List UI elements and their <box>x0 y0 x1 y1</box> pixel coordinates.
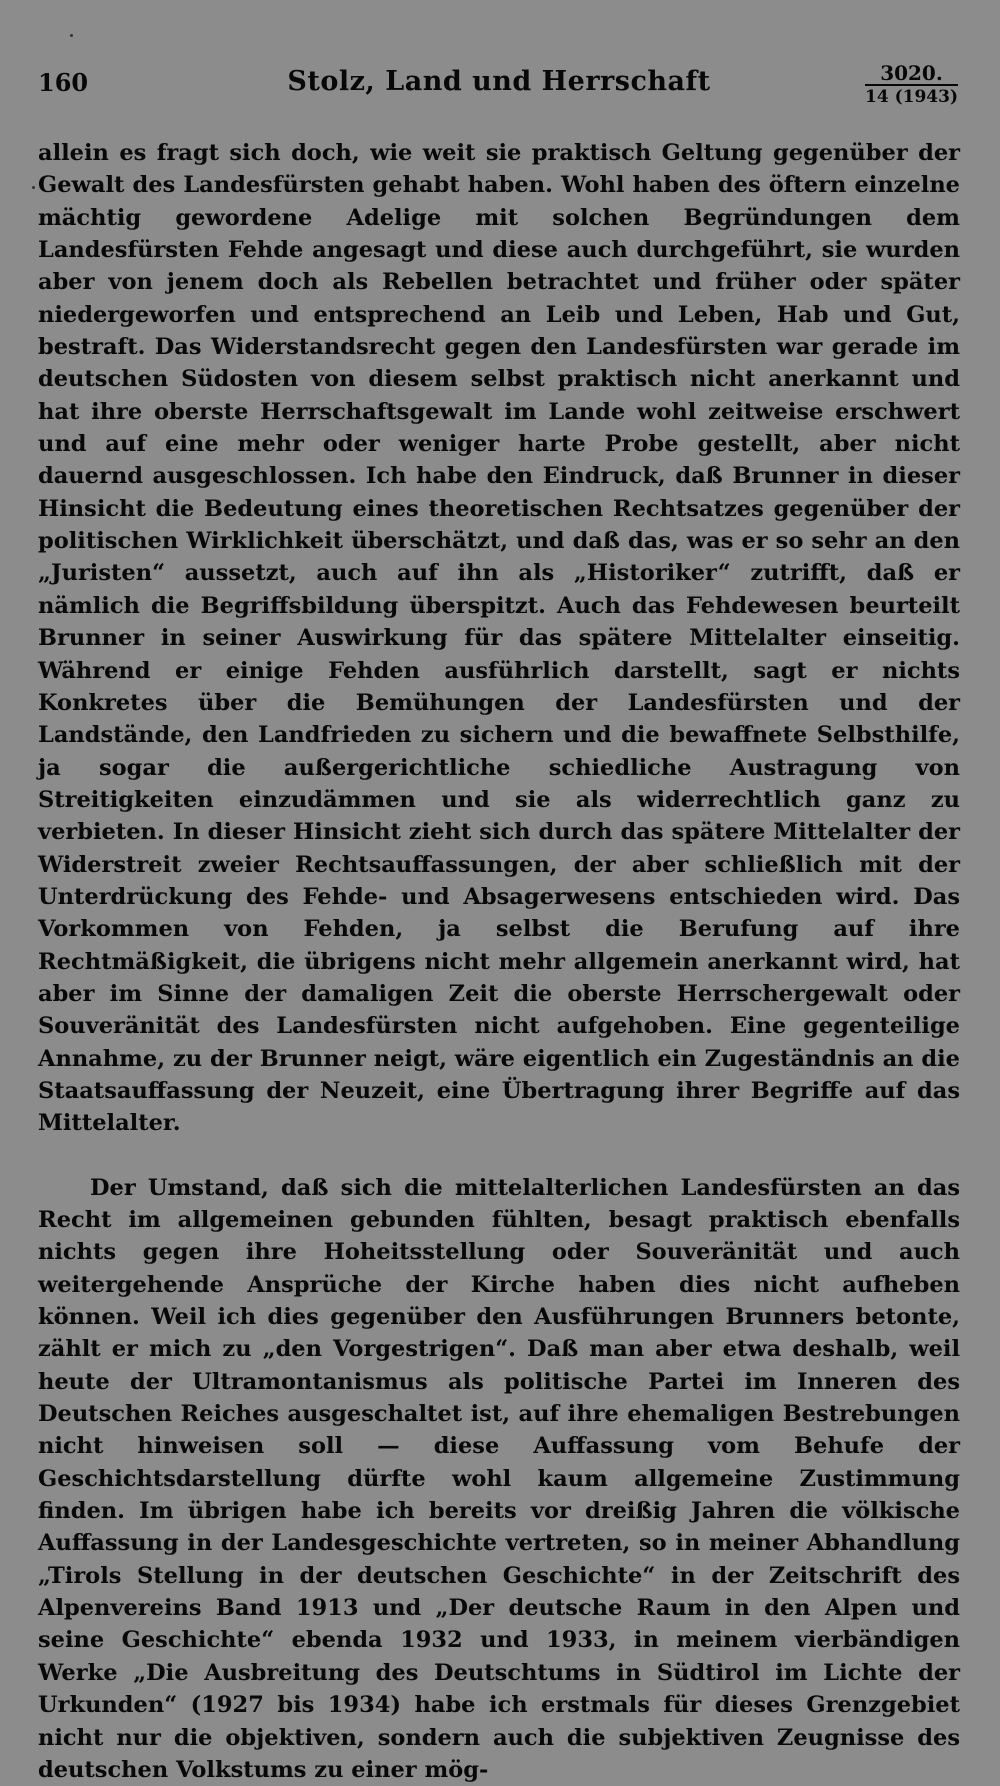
paragraph-2: Der Umstand, daß sich die mittelalterlichen Landesfürsten an das Recht im allgemeinen gebunden fühlten, besagt praktisch ebenfalls nichts gegen ihre Hoheitsstellung oder Souveränität und auch weitergehende Ansprüche der Kirche haben dies nicht aufheben können. Weil ich dies gegenüber den Ausführungen Brunners betonte, zählt er mich zu „den Vorgestrigen“. Daß man aber etwa deshalb, weil heute der Ultramontanismus als politische Partei im Inneren des Deutschen Reiches ausgeschaltet ist, auf ihre ehemaligen Bestrebungen nicht hinweisen soll — diese Auffassung vom Behufe der Geschichtsdarstellung dürfte wohl kaum allgemeine Zustimmung finden. Im übrigen habe ich bereits vor dreißig Jahren die völkische Auffassung in der Landesgeschichte vertreten, so in meiner Abhandlung „Tirols Stellung in der deutschen Geschichte“ in der Zeitschrift des Alpenvereins Band 1913 und „Der deutsche Raum in den Alpen und seine Geschichte“ ebenda 1932 und 1933, in meinem vierbändigen Werke „Die Ausbreitung des Deutschtums in Südtirol im Lichte der Urkunden“ (1927 bis 1934) habe ich erstmals für dieses Grenzgebiet nicht nur die objektiven, sondern auch die subjektiven Zeugnisse des deutschen Volkstums zu einer mög- <box>38 1174 960 1783</box>
paragraph-1: allein es fragt sich doch, wie weit sie praktisch Geltung gegenüber der Gewalt des Landesfürsten gehabt haben. Wohl haben des öftern einzelne mächtig gewordene Adelige mit solchen Begründungen dem Landesfürsten Fehde angesagt und diese auch durchgeführt, sie wurden aber von jenem doch als Rebellen betrachtet und früher oder später niedergeworfen und entsprechend an Leib und Leben, Hab und Gut, bestraft. Das Widerstandsrecht gegen den Landesfürsten war gerade im deutschen Südosten von diesem selbst praktisch nicht anerkannt und hat ihre oberste Herrschaftsgewalt im Lande wohl zeitweise erschwert und auf eine mehr oder weniger harte Probe gestellt, aber nicht dauernd ausgeschlossen. Ich habe den Eindruck, daß Brunner in dieser Hinsicht die Bedeutung eines theoretischen Rechtsatzes gegenüber der politischen Wirklichkeit überschätzt, und daß das, was er so sehr an den „Juristen“ aussetzt, auch auf ihn als „Historiker“ zutrifft, daß er nämlich die Begriffsbildung überspitzt. Auch das Fehdewesen beurteilt Brunner in seiner Auswirkung für das spätere Mittelalter einseitig. Während er einige Fehden ausführlich darstellt, sagt er nichts Konkretes über die Bemühungen der Landesfürsten und der Landstände, den Landfrieden zu sichern und die bewaffnete Selbsthilfe, ja sogar die außergerichtliche schiedliche Austragung von Streitigkeiten einzudämmen und sie als widerrechtlich ganz zu verbieten. In dieser Hinsicht zieht sich durch das spätere Mittelalter der Widerstreit zweier Rechtsauffassungen, der aber schließlich mit der Unterdrückung des Fehde- und Absagerwesens entschieden wird. Das Vorkommen von Fehden, ja selbst die Berufung auf ihre Rechtmäßigkeit, die übrigens nicht mehr allgemein anerkannt wird, hat aber im Sinne der damaligen Zeit die oberste Herrschergewalt oder Souveränität des Landesfürsten nicht aufgehoben. Eine gegenteilige Annahme, zu der Brunner neigt, wäre eigentlich ein Zugeständnis an die Staatsauffassung der Neuzeit, eine Übertragung ihrer Begriffe auf das Mittelalter. <box>38 140 960 1137</box>
volume-signature <box>865 62 958 108</box>
page-number: 160 <box>38 68 89 97</box>
body-text <box>38 137 960 1786</box>
page-header <box>38 62 960 112</box>
scan-speck <box>70 34 73 37</box>
running-title: Stolz, Land und Herrschaft <box>287 66 711 97</box>
scan-speck <box>32 186 35 189</box>
signature-volume-year: 14 (1943) <box>865 87 958 107</box>
signature-number: 3020. <box>865 62 958 86</box>
